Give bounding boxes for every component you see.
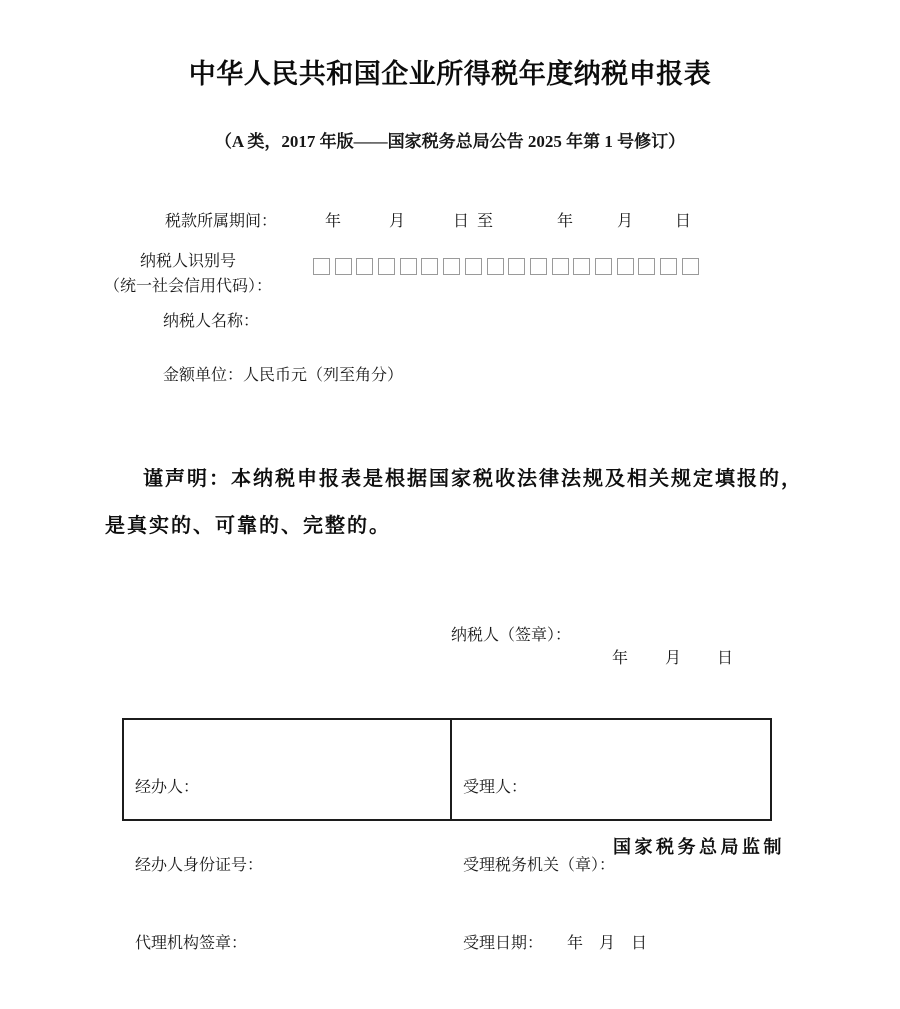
code-box (356, 258, 373, 275)
period-date-part: 年 (557, 213, 574, 230)
code-box (335, 258, 352, 275)
code-box (443, 258, 460, 275)
acceptor-label: 受理人： (463, 779, 528, 796)
code-box (573, 258, 590, 275)
taxpayer-id-label-line2: （统一社会信用代码）： (103, 278, 272, 295)
signature-date-part: 月 (665, 650, 682, 667)
signature-date-part: 年 (612, 650, 629, 667)
period-date-part: 至 (477, 213, 494, 230)
period-date-part: 日 (453, 213, 470, 230)
code-box (487, 258, 504, 275)
taxpayer-id-label (88, 249, 288, 299)
code-box (400, 258, 417, 275)
code-box (421, 258, 438, 275)
code-box (595, 258, 612, 275)
agent-id-label: 经办人身份证号： (135, 857, 264, 874)
agency-seal-label: 代理机构签章： (135, 935, 248, 952)
currency-unit-label: 金额单位：人民币元（列至角分） (163, 367, 404, 384)
agent-label: 经办人： (135, 779, 200, 796)
credit-code-boxes (313, 258, 699, 275)
period-date-part: 年 (325, 213, 342, 230)
tax-period-label: 税款所属期间： (165, 213, 278, 230)
accepting-authority-label: 受理税务机关（章）： (463, 857, 616, 874)
acceptance-date-label: 受理日期： 年 月 日 (463, 935, 648, 952)
page-title: 中华人民共和国企业所得税年度纳税申报表 (188, 59, 712, 89)
taxpayer-name-label: 纳税人名称： (163, 313, 260, 330)
code-box (530, 258, 547, 275)
period-date-part: 月 (389, 213, 406, 230)
signature-date-part: 日 (717, 650, 734, 667)
page-subtitle: （A 类，2017 年版——国家税务总局公告 2025 年第 1 号修订） (214, 132, 686, 151)
period-date-part: 日 (675, 213, 692, 230)
code-box (552, 258, 569, 275)
declaration-line-1: 谨声明：本纳税申报表是根据国家税收法律法规及相关规定填报的， (143, 468, 803, 490)
code-box (313, 258, 330, 275)
handling-table-left-cell (124, 720, 452, 952)
code-box (638, 258, 655, 275)
period-date-part: 月 (617, 213, 634, 230)
declaration-line-2: 是真实的、可靠的、完整的。 (105, 515, 391, 537)
code-box (682, 258, 699, 275)
code-box (617, 258, 634, 275)
code-box (465, 258, 482, 275)
code-box (378, 258, 395, 275)
code-box (660, 258, 677, 275)
taxpayer-signature-label: 纳税人（签章）： (451, 627, 572, 644)
code-box (508, 258, 525, 275)
issuer-label: 国家税务总局监制 (613, 837, 785, 857)
taxpayer-id-label-line1: 纳税人识别号 (139, 253, 236, 270)
